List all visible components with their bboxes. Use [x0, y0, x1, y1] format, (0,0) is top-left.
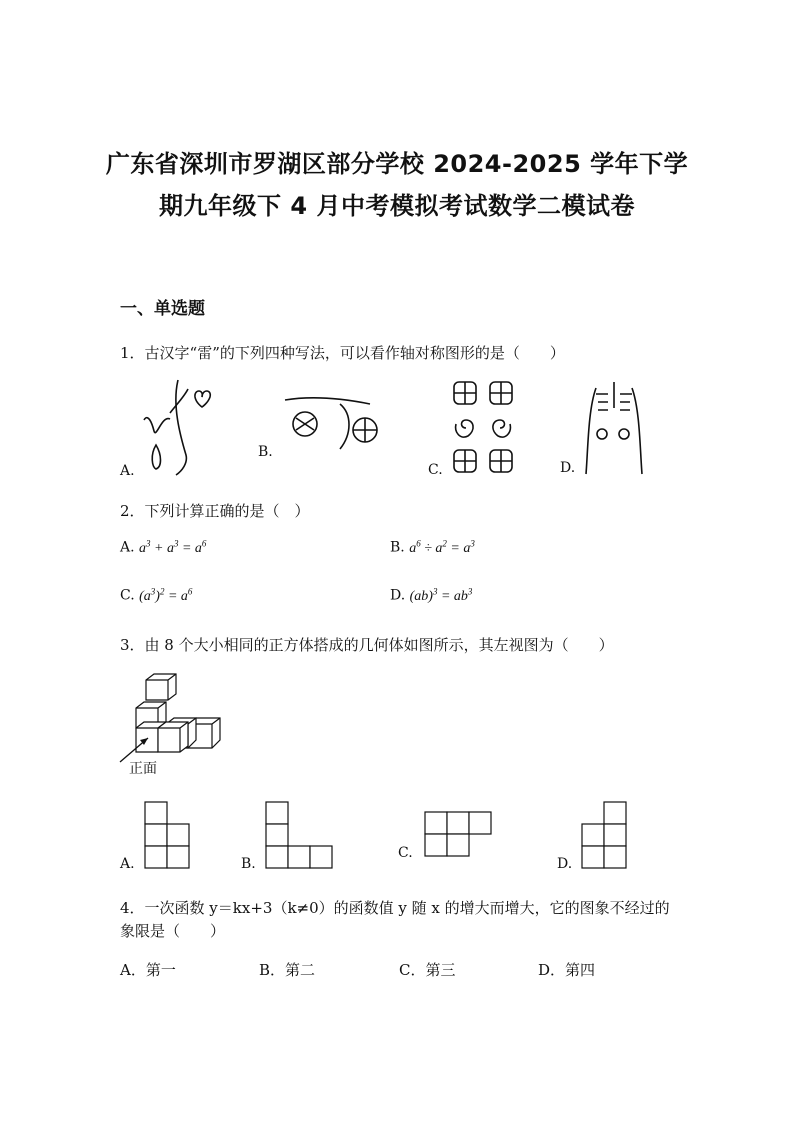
- q4-text-line-1: 4．一次函数 y＝kx+3（k≠0）的函数值 y 随 x 的增大而增大，它的图象不经过的: [120, 899, 670, 917]
- q1-figure-a: [140, 375, 220, 480]
- q1-label-c: C.: [428, 462, 443, 478]
- q2-formula-c: $(a^3)^2 = a^6$: [139, 586, 193, 604]
- q4-option-b[interactable]: B．第二: [259, 961, 316, 979]
- q2-formula-b: $a^6 \div a^2 = a^3$: [409, 538, 475, 556]
- q1-label-d: D.: [560, 460, 576, 476]
- q2-label-c: C.: [120, 587, 135, 604]
- q4-option-c[interactable]: C．第三: [399, 961, 456, 979]
- q2-option-c[interactable]: [120, 586, 192, 605]
- q2-text: 2．下列计算正确的是（ ）: [120, 502, 310, 520]
- title-line-2: 期九年级下 4 月中考模拟考试数学二模试卷: [159, 192, 635, 220]
- q1-label-b: B.: [258, 444, 273, 460]
- q3-text: 3．由 8 个大小相同的正方体搭成的几何体如图所示，其左视图为（ ）: [120, 636, 614, 654]
- q3-view-d: [581, 801, 629, 871]
- q1-figure-c: [452, 378, 522, 476]
- q2-label-b: B.: [390, 539, 405, 556]
- q2-formula-d: $(ab)^3 = ab^3$: [409, 586, 473, 604]
- section-title: 一、单选题: [120, 299, 205, 319]
- q1-figure-b: [280, 394, 390, 454]
- q1-label-a: A.: [120, 463, 135, 479]
- q3-view-a: [144, 801, 192, 871]
- q2-option-a[interactable]: [120, 538, 206, 557]
- q3-front-label: 正面: [129, 761, 157, 777]
- q1-text: 1．古汉字“雷”的下列四种写法，可以看作轴对称图形的是（ ）: [120, 344, 565, 362]
- q2-label-d: D.: [390, 587, 406, 604]
- q3-label-d: D.: [557, 856, 573, 872]
- q3-view-b: [265, 801, 335, 871]
- q3-label-a: A.: [120, 856, 135, 872]
- q4-option-d[interactable]: D．第四: [538, 961, 596, 979]
- q3-label-c: C.: [398, 845, 413, 861]
- q3-solid-figure: [118, 672, 228, 757]
- q2-option-d[interactable]: [390, 586, 472, 605]
- q2-option-b[interactable]: [390, 538, 475, 557]
- q3-label-b: B.: [241, 856, 256, 872]
- q2-formula-a: $a^3 + a^3 = a^6$: [139, 538, 207, 556]
- q4-text-line-2: 象限是（ ）: [120, 922, 226, 940]
- q1-figure-d: [584, 380, 644, 478]
- q2-label-a: A.: [120, 539, 135, 556]
- title-line-1: 广东省深圳市罗湖区部分学校 2024-2025 学年下学: [105, 150, 689, 178]
- q4-option-a[interactable]: A．第一: [120, 961, 176, 979]
- q3-view-c: [424, 811, 494, 859]
